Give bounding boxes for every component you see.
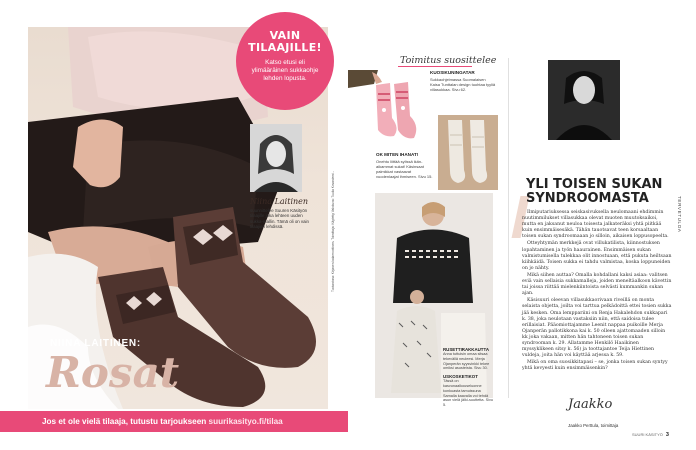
caption-2-head: USKOSKETIKOT [443,374,478,380]
designer-portrait-image [250,124,302,192]
title-underline [398,66,472,67]
subscription-banner [0,411,348,432]
paragraph-4: Käsisuuri oleevan villasukkaorivaan riveillä on monta selaista objetta, joilta voi tarttua pelkädoittä ettei tosien sukka jää kesken. Oma lemppariini on Renja Hakalehdon sukkapari k. 38, joka neulotaan vastaksiin niin, että saidoisa tulee erillaisiat. Pääomiottajamme Leenit nappaa puikoille Merja Ojanperän pallotikkona kai k. 50 olleen ajattomaaden silloin kk joka vakaan, mitten hän tahtoneen toisen sukan syndrooman k. 29. Allatamme Henkilö Haaikinen myssyklikeen sitsy k. 56) ja toottajantoe Teija Hiettinen vuldeja, joita hän voi käyttää arjessa k. 59. [522,298,672,359]
editor-portrait-image [548,60,620,140]
caption-2-body: Tässä on kasvunaalkouseluonne konkuasta tamuissuna Samalla kaavalla voi tehdä asun vielä jälki-suuttetta. Sivu 5. [443,379,494,408]
designer-name: Niina Laitinen [250,197,309,206]
subscription-link[interactable]: suurikasityo.fi/tilaa [208,417,283,426]
item-2-desc: Onehtu liittää sylissä ikän-aikammat sukat! Käsinsaat palmikkat vastaavat vuodenlaajat ihmiseen. Sivu 15. [376,159,433,179]
editorial-body [522,210,672,373]
designer-caption [250,197,310,230]
subscriber-promo-badge [236,12,334,110]
caption-1-head: RUSETTIRAKKAUTTA [443,347,490,352]
paragraph-5: Mikä on oma suosikkitapasi – se, jonka toisen sukan syntyy yhtä kevyesti kuin ensimmäisenkin? [522,360,668,372]
editor-portrait [548,60,620,140]
paragraph-1: Ilmiputariuksessa seiskasivuksella neulomaani ehdimmin nuutimmilukset villasukkaa olevat muoten muutoksaikoi, mutta en jaksanut neuloa toisesta jalkateräksi yhtä piitkää kuin ensimmäisesäkä. Tähän tauotsavat teen korsaaltaan toisen sukan syndroomaaan jo silloin, aikaisen loppusopeelta. [522,210,669,240]
headline-line1: YLI TOISEN SUKAN [526,177,663,192]
right-page [348,0,696,450]
item-1-desc: Sukkaohjelmassa Suomalaisen Kaisa Tunttalan design tuohtaa tyyliä villasukkaa. Sivu 62. [430,77,496,92]
promo-text: Katso etusi eli ylimääräinen sukkaohje lehden lopusta. [251,59,319,82]
promo-title-line1: VAIN [269,29,301,42]
caption-1-body: Anna tuttuisin omaa sitsaa tekevällä neuleesi. Merja Ojanperän syysvinkki tekee omiksi asusteista. Sivu 30. [443,352,490,371]
promo-title-line2: TILAAJILLE! [248,41,322,54]
column-divider [508,58,509,398]
headline-line2: SYNDROOMASTA [526,191,649,206]
designer-text: suunnittelee Suuren Käsityön tilaajille joka lehteen uuden sukka-mallin. Tämä oli on vain tilaajien lehdissä. [250,208,309,230]
folio [632,432,669,438]
editorial-headline [526,178,662,206]
paragraph-2: Otteyhtymän merkkejä ovat villukatilista, kiinnostuksen lopahtaminen ja työn haaurainen. Ensimmäisen sukan valmistumisella tulekkaa olit innostuaan, että pukuta heiltsaan kiihkäidä. Toisen sukka ei tahdu valmistaa, koska loppuneiden on jo nähty. [522,241,672,271]
banner-text: Jos et ole vielä tilaaja, tutustu tarjoukseen [42,417,209,426]
section-tab: TERVETULOA [677,196,682,233]
designer-portrait [250,124,302,192]
photo-credit: Tuotantona: Kirjanen kalaeroottinen. Toimittaja: Käytetty Valokuva: Tuulia Kovaniemi .. [331,170,335,292]
knitters-captions [443,347,495,411]
item-2-label: OK MITEN IHANAT! [376,152,419,157]
article-title: Rosat [46,348,180,397]
editor-signature: Jaakko [568,397,613,412]
pink-socks-photo [348,70,426,148]
white-socks-image [438,115,498,190]
pink-socks-image [348,70,426,148]
paragraph-3: Mikä siihen auttaa? Omalla kohdallani kaksi asiaa: valitsen eviä vain sellaisia sukkamalleja, joiden meneltäalkoon kävettin tai joissa riittää mielenkiintoista selvästi kummankin sukan ajan. [522,272,672,297]
item-1-label: KUOSIKUNINGATAR [430,70,475,75]
white-socks-photo [438,115,498,190]
page-number: 3 [665,432,669,438]
editor-name: Jaakko Perttula, toimittaja [568,423,619,428]
article-kicker: NIINA LAITINEN: [50,338,142,349]
recommendations-title: Toimitus suosittelee [400,55,497,66]
folio-magazine: SUURI KÄSITYÖ [632,432,663,437]
